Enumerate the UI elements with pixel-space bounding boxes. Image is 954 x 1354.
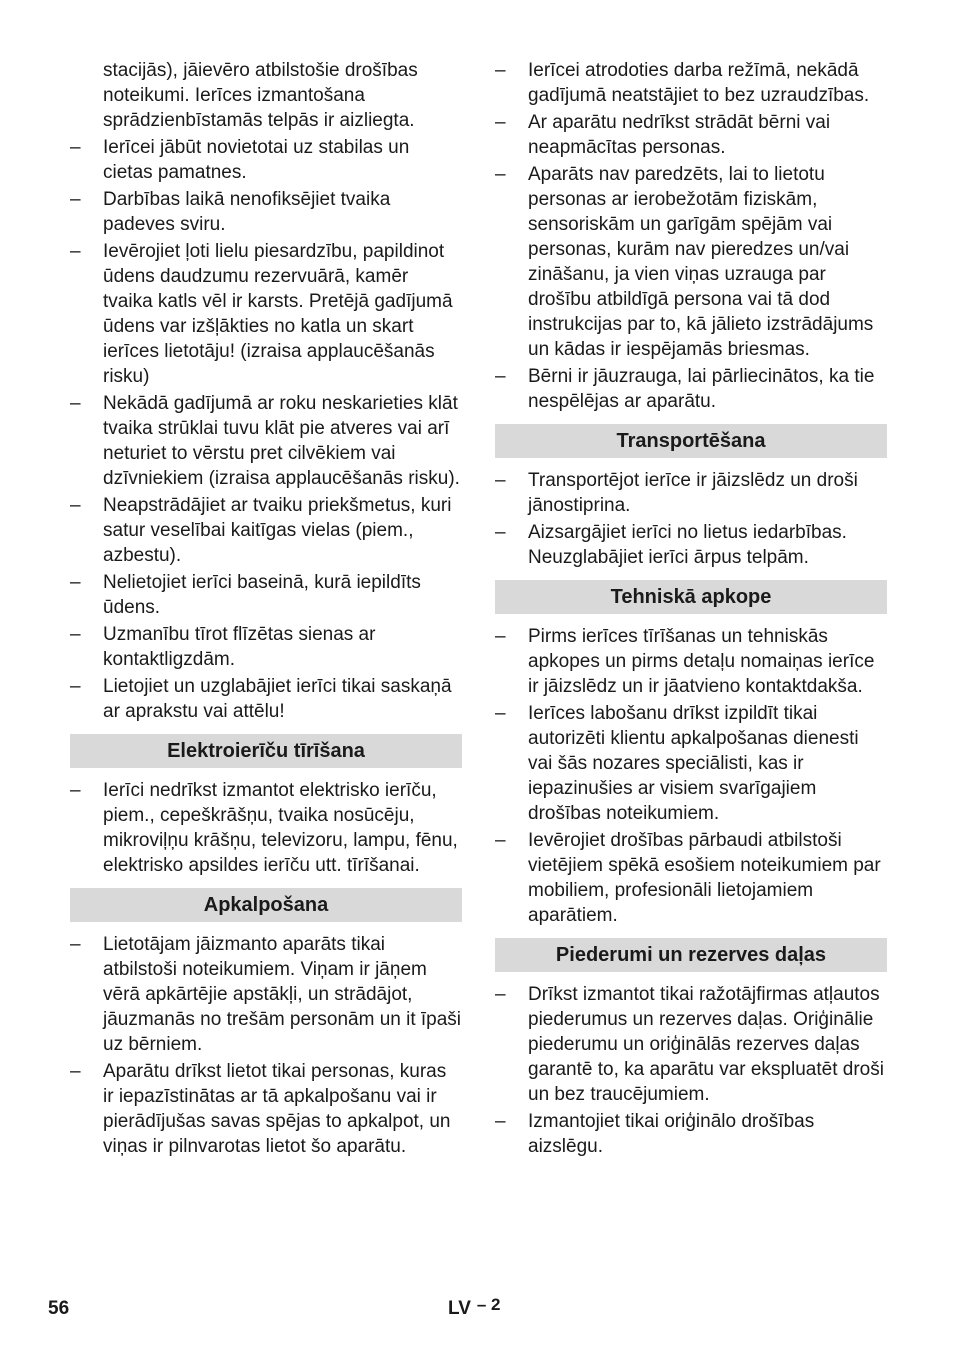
list-item: – Pirms ierīces tīrīšanas un tehniskās apkopes un pirms detaļu nomaiņas ierīce ir jāizslēdz un ir jāatvieno kontaktdakša. — [495, 626, 875, 697]
list-item: – Neapstrādājiet ar tvaiku priekšmetus, kuri satur veselībai kaitīgas vielas (piem., azbestu). — [70, 495, 452, 566]
list-item: – Aizsargājiet ierīci no lietus iedarbības. Neuzglabājiet ierīci ārpus telpām. — [495, 522, 847, 568]
list-item: – Ievērojiet drošības pārbaudi atbilstoši vietējiem spēkā esošiem noteikumiem par mobiliem, profesionāli lietojamiem aparātiem. — [495, 830, 881, 926]
bullet-dash: – — [495, 703, 506, 724]
bullet-dash: – — [70, 934, 81, 955]
list-item: – Bērni ir jāuzrauga, lai pārliecinātos, ka tie nespēlējas ar aparātu. — [495, 366, 875, 412]
section-heading-transport: Transportēšana — [495, 424, 887, 458]
bullet-dash: – — [70, 780, 81, 801]
list-item: – Ierīcei jābūt novietotai uz stabilas un cietas pamatnes. — [70, 137, 410, 183]
bullet-dash: – — [495, 830, 506, 851]
bullet-dash: – — [495, 522, 506, 543]
bullet-dash: – — [70, 189, 81, 210]
bullet-dash: – — [70, 393, 81, 414]
list-item: – Ierīcei atrodoties darba režīmā, nekādā gadījumā neatstājiet to bez uzraudzības. — [495, 60, 870, 106]
bullet-dash: – — [70, 1061, 81, 1082]
section-heading-cleaning: Elektroierīču tīrīšana — [70, 734, 462, 768]
section-heading-maintenance: Tehniskā apkope — [495, 580, 887, 614]
right-column — [495, 58, 887, 1161]
list-item: – Drīkst izmantot tikai ražotājfirmas atļautos piederumus un rezerves daļas. Oriģinālie piederumu un oriģinālās rezerves daļas garantē to, ka aparātu var ekspluatēt droši un bez traucējumiem. — [495, 984, 884, 1105]
bullet-dash: – — [70, 572, 81, 593]
list-item: – Ar aparātu nedrīkst strādāt bērni vai neapmācītas personas. — [495, 112, 831, 158]
footer-language — [448, 1295, 501, 1320]
bullet-dash: – — [495, 984, 506, 1005]
bullet-dash: – — [495, 164, 506, 185]
list-item: – Aparāts nav paredzēts, lai to lietotu personas ar ierobežotām fiziskām, sensoriskām un garīgām spējām vai personas, kurām nav pieredzes un/vai zināšanu, ja vien viņas uzrauga par drošību atbildīgā persona vai tā dod instrukcijas par to, kā jālieto izstrādājums un kādas ir iespējamās briesmas. — [495, 164, 874, 360]
list-item: – Nekādā gadījumā ar roku neskarieties klāt tvaika strūklai tuvu klāt pie atveres vai arī neturiet to vērstu pret cilvēkiem vai dzīvniekiem (izraisa applaucēšanās risku). — [70, 393, 460, 489]
list-item: – Nelietojiet ierīci baseinā, kurā iepildīts ūdens. — [70, 572, 421, 618]
left-column — [70, 58, 462, 1161]
bullet-dash: – — [70, 137, 81, 158]
intro-continuation: stacijās), jāievēro atbilstošie drošības noteikumi. Ierīces izmantošana sprādzienbīstamās telpās ir aizliegta. — [103, 60, 418, 131]
section-heading-operation: Apkalpošana — [70, 888, 462, 922]
bullet-dash: – — [495, 1111, 506, 1132]
list-item: – Lietojiet un uzglabājiet ierīci tikai saskaņā ar aprakstu vai attēlu! — [70, 676, 452, 722]
list-item: – Lietotājam jāizmanto aparāts tikai atbilstoši noteikumiem. Viņam ir jāņem vērā apkārtējie apstākļi, un strādājot, jāuzmanās no trešām personām un it īpaši uz bērniem. — [70, 934, 462, 1055]
list-item: – Ierīci nedrīkst izmantot elektrisko ierīču, piem., cepeškrāšņu, tvaika nosūcēju, mikroviļņu krāšņu, televizoru, lampu, fēnu, elektrisko apsildes ierīču utt. tīrīšanai. — [70, 780, 458, 876]
bullet-dash: – — [495, 626, 506, 647]
sub-page-number: – 2 — [476, 1295, 501, 1314]
list-item: – Transportējot ierīce ir jāizslēdz un droši jānostiprina. — [495, 470, 858, 516]
list-item: – Aparātu drīkst lietot tikai personas, kuras ir iepazīstinātas ar tā apkalpošanu vai ir pierādījušas savas spējas to apkalpot, un viņas ir pilnvarotas lietot šo aparātu. — [70, 1061, 451, 1157]
section-heading-accessories: Piederumi un rezerves daļas — [495, 938, 887, 972]
page-number: 56 — [48, 1298, 70, 1319]
language-code: LV — [448, 1298, 471, 1319]
list-item: – Ierīces labošanu drīkst izpildīt tikai autorizēti klientu apkalpošanas dienesti vai šās nozares speciālisti, kas ir iepazinušies ar visiem svarīgajiem drošības noteikumiem. — [495, 703, 859, 824]
bullet-dash: – — [70, 241, 81, 262]
list-item: – Ievērojiet ļoti lielu piesardzību, papildinot ūdens daudzumu rezervuārā, kamēr tvaika katls vēl ir karsts. Pretējā gadījumā ūdens var izšļākties no katla un skart ierīces lietotāju! (izraisa applaucēšanās risku) — [70, 241, 453, 387]
list-item: – Darbības laikā nenofiksējiet tvaika padeves sviru. — [70, 189, 391, 235]
bullet-dash: – — [495, 112, 506, 133]
bullet-dash: – — [495, 60, 506, 81]
bullet-dash: – — [70, 676, 81, 697]
bullet-dash: – — [70, 495, 81, 516]
bullet-dash: – — [70, 624, 81, 645]
list-item: – Uzmanību tīrot flīzētas sienas ar kontaktligzdām. — [70, 624, 376, 670]
bullet-dash: – — [495, 470, 506, 491]
list-item: – Izmantojiet tikai oriģinālo drošības aizslēgu. — [495, 1111, 815, 1157]
bullet-dash: – — [495, 366, 506, 387]
